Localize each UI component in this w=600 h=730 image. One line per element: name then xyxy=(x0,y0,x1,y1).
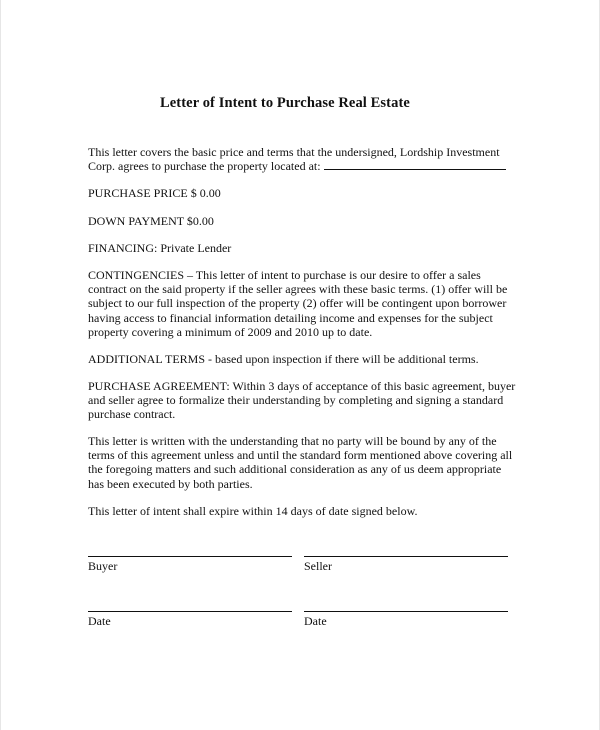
contingencies-line: property covering a minimum of 2009 and 2010 up to date. xyxy=(88,324,373,339)
buyer-label: Buyer xyxy=(88,559,118,573)
purchase-price-line: PURCHASE PRICE $ 0.00 xyxy=(88,186,221,200)
down-payment-line: DOWN PAYMENT $0.00 xyxy=(88,214,214,228)
buyer-date-label: Date xyxy=(88,614,111,628)
buyer-date-line[interactable] xyxy=(88,611,292,612)
understanding-line: This letter is written with the understanding that no party will be bound by any of the xyxy=(88,434,497,448)
contingencies-line: contract on the said property if the seller agrees with these basic terms. (1) offer will be xyxy=(88,282,508,297)
seller-signature-line[interactable] xyxy=(304,556,508,557)
financing-line: FINANCING: Private Lender xyxy=(88,241,232,255)
purchase-agreement-paragraph xyxy=(88,379,538,422)
understanding-paragraph xyxy=(88,434,538,491)
understanding-line: terms of this agreement unless and until the standard form mentioned above covering all xyxy=(88,448,513,463)
intro-line: This letter covers the basic price and terms that the undersigned, Lordship Investment xyxy=(88,145,500,159)
contingencies-line: subject to our full inspection of the property (2) offer will be contingent upon borrower xyxy=(88,296,507,311)
seller-label: Seller xyxy=(304,559,332,573)
letter-title: Letter of Intent to Purchase Real Estate xyxy=(160,95,410,111)
buyer-signature-line[interactable] xyxy=(88,556,292,557)
purchase-agreement-line: and seller agree to formalize their understanding by completing and signing a standard xyxy=(88,393,504,408)
seller-date-line[interactable] xyxy=(304,611,508,612)
intro-line-with-blank xyxy=(88,159,538,173)
seller-date-label: Date xyxy=(304,614,327,628)
contingencies-line: having access to financial information detailing income and expenses for the subject xyxy=(88,310,493,325)
understanding-line: has been executed by both parties. xyxy=(88,476,253,491)
purchase-agreement-line: purchase contract. xyxy=(88,407,176,422)
additional-terms-line: ADDITIONAL TERMS - based upon inspection if there will be additional terms. xyxy=(88,352,479,366)
intro-line: Corp. agrees to purchase the property located at: xyxy=(88,159,321,174)
page-border-left xyxy=(0,0,1,730)
understanding-line: the foregoing matters and such additional consideration as any of us deem appropriate xyxy=(88,462,502,477)
purchase-agreement-line: PURCHASE AGREEMENT: Within 3 days of acceptance of this basic agreement, buyer xyxy=(88,379,516,393)
expiry-line: This letter of intent shall expire within 14 days of date signed below. xyxy=(88,504,418,518)
contingencies-paragraph xyxy=(88,268,538,339)
property-address-blank[interactable] xyxy=(324,159,506,170)
contingencies-line: CONTINGENCIES – This letter of intent to purchase is our desire to offer a sales xyxy=(88,268,481,282)
intro-paragraph xyxy=(88,145,538,173)
